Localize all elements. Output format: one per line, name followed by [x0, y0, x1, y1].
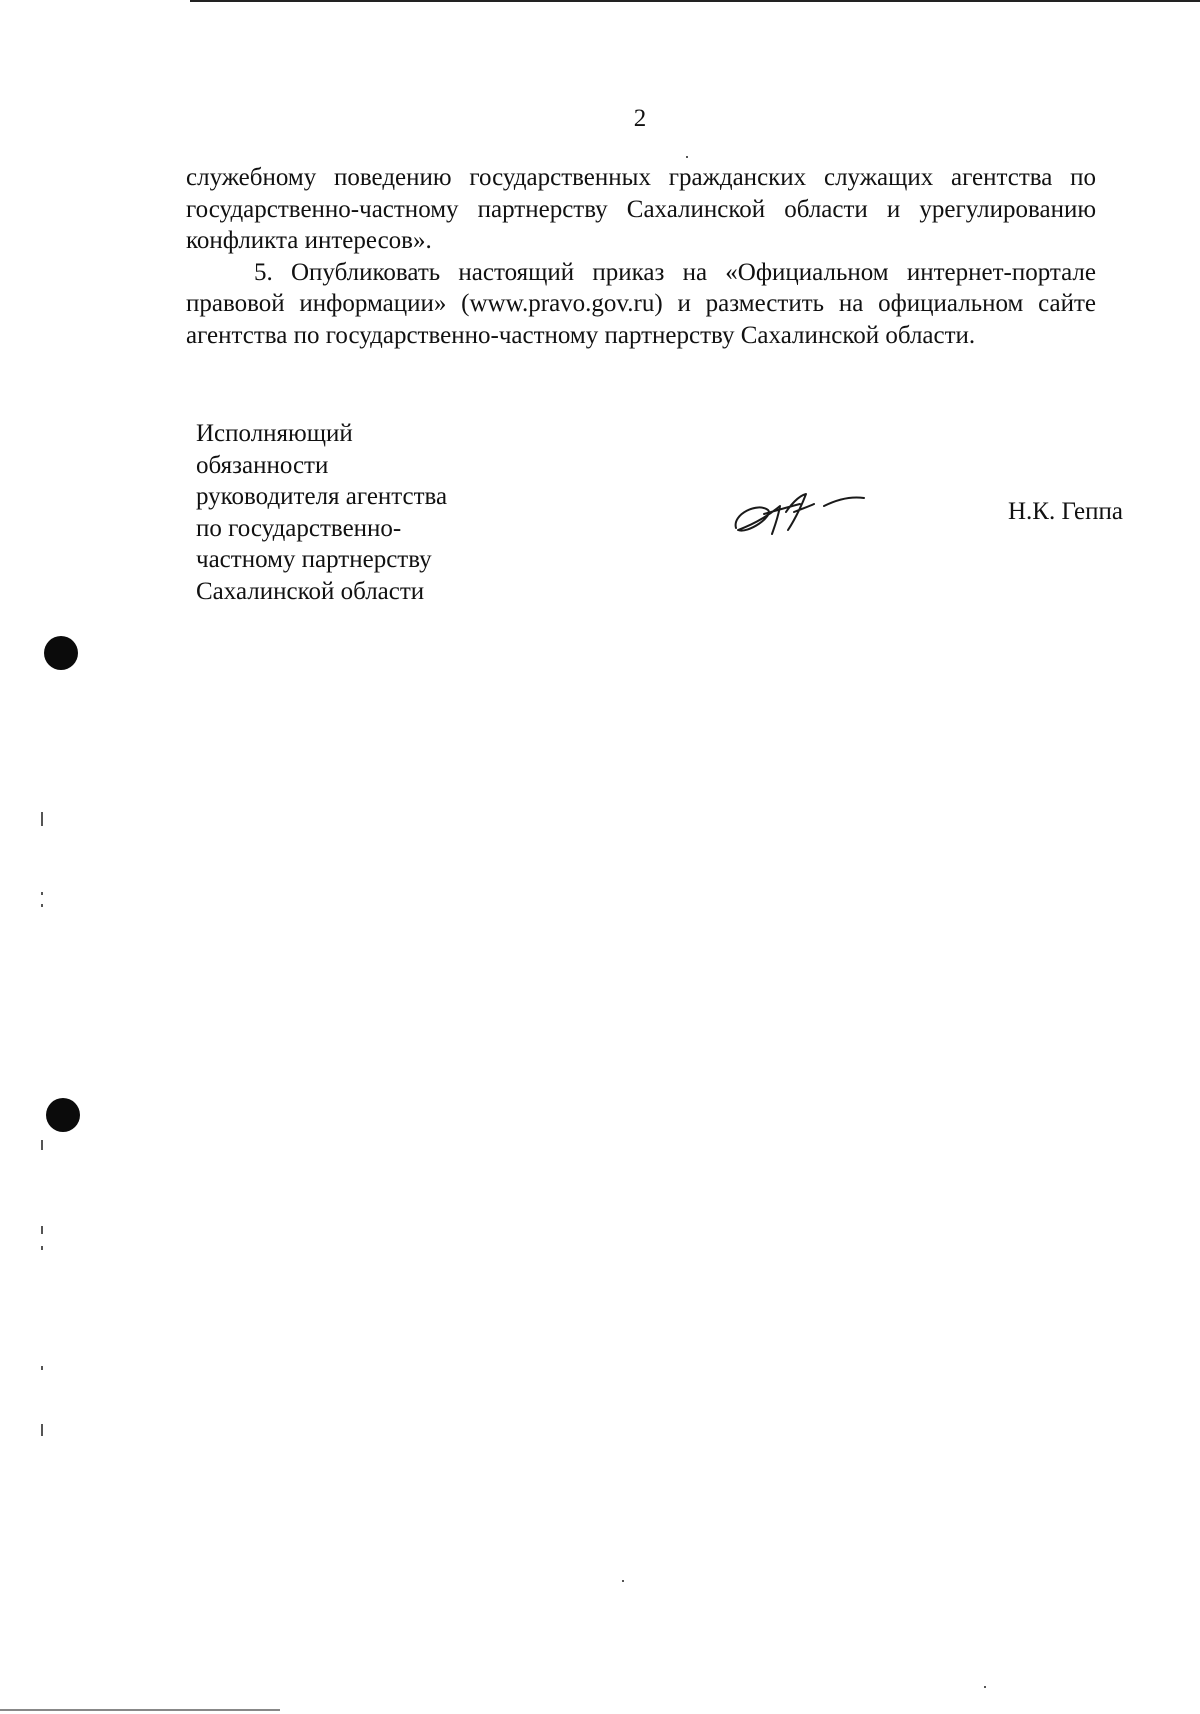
body-paragraph-continuation: служебному поведению государственных гражданских служащих агентства по государственно-частному партнерству Сахалинской области и урегулированию конфликта интересов». [186, 164, 1096, 254]
scan-speck [41, 1226, 43, 1234]
position-line: Сахалинской области [196, 577, 425, 605]
scan-speck [984, 1686, 986, 1688]
page-number: 2 [633, 105, 647, 132]
scan-speck [41, 812, 43, 826]
punch-hole [44, 636, 78, 670]
position-line: обязанности [196, 451, 329, 479]
scan-speck [41, 1424, 43, 1436]
position-line: частному партнерству [196, 546, 432, 573]
scan-speck [686, 156, 688, 158]
document-body [186, 162, 1096, 351]
scan-speck [41, 1246, 43, 1250]
signer-name: Н.К. Геппа [1008, 498, 1123, 525]
punch-hole [46, 1098, 80, 1132]
position-line: руководителя агентства [196, 483, 448, 510]
scan-speck [41, 904, 43, 907]
scan-speck [41, 1366, 43, 1370]
scan-speck [41, 892, 43, 895]
scan-speck [622, 1580, 624, 1582]
signatory-position [196, 418, 516, 607]
handwritten-signature [728, 484, 868, 544]
position-line: по государственно- [196, 514, 402, 542]
top-scan-edge [190, 0, 1200, 2]
position-line: Исполняющий [196, 420, 353, 447]
scan-speck [41, 1140, 43, 1150]
bottom-scan-edge [0, 1709, 280, 1711]
body-paragraph-item-5: 5. Опубликовать настоящий приказ на «Официальном интернет-портале правовой информации» (www.pravo.gov.ru) и разместить на официальном сайте агентства по государственно-частному партнерству Сахалинской области. [186, 258, 1096, 349]
